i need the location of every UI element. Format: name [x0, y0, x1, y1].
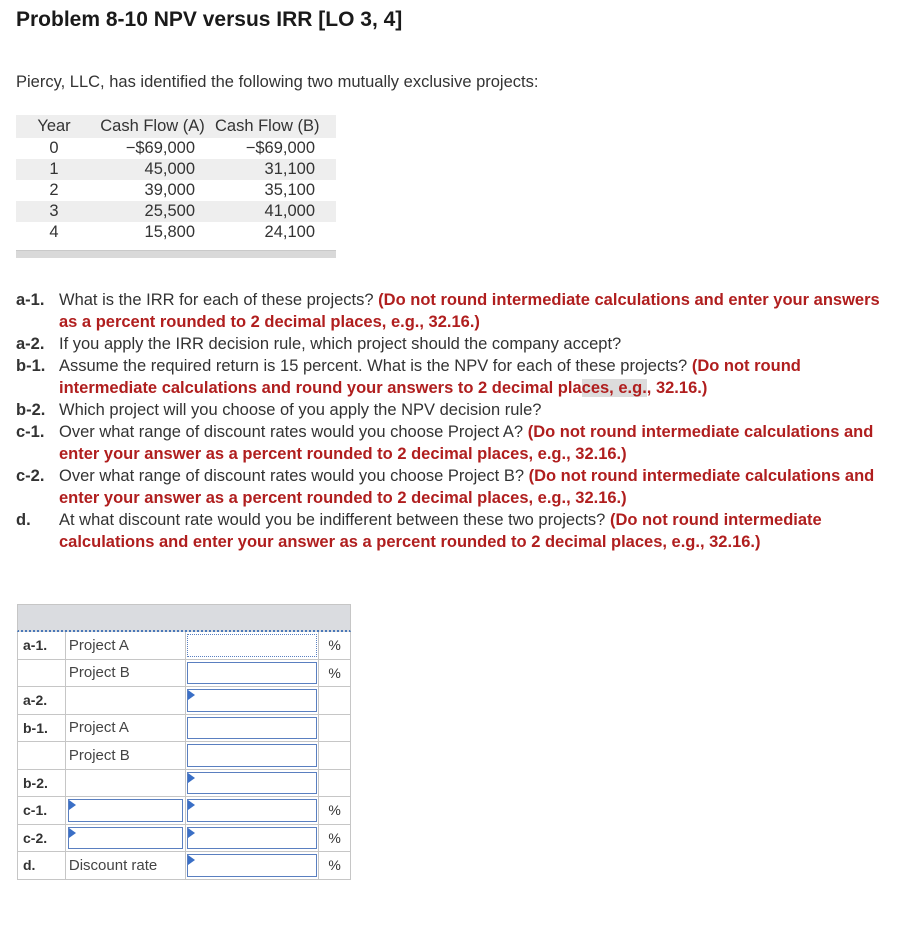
answer-desc: Project B — [65, 742, 185, 769]
range-a-input[interactable] — [187, 799, 318, 822]
percent-unit: % — [318, 797, 350, 824]
cash-flow-table — [16, 115, 336, 243]
answer-row-c1 — [17, 797, 351, 825]
cash-flow-b-cell: 31,100 — [264, 160, 315, 178]
header-year: Year — [37, 117, 71, 135]
unit-cell — [318, 770, 350, 797]
question-text: Assume the required return is 15 percent. What is the NPV for each of these projects? — [59, 357, 688, 375]
year-cell: 1 — [49, 160, 59, 178]
dropdown-arrow-icon — [188, 773, 195, 783]
cash-flow-b-cell: 35,100 — [264, 181, 315, 199]
cash-flow-a-cell: 39,000 — [144, 181, 195, 199]
intro-text: Piercy, LLC, has identified the following two mutually exclusive projects: — [16, 73, 539, 91]
answer-label: b-1. — [23, 719, 48, 736]
dropdown-arrow-icon — [69, 800, 76, 810]
irr-project-a-input[interactable] — [187, 634, 318, 657]
question-list — [16, 289, 896, 553]
question-label: a-1. — [16, 291, 45, 309]
question-text: At what discount rate would you be indifferent between these two projects? — [59, 511, 606, 529]
answer-label: d. — [23, 857, 36, 874]
answer-desc — [65, 770, 185, 797]
answer-desc: Project A — [65, 632, 185, 659]
answer-label: b-2. — [23, 774, 48, 791]
cash-flow-b-cell: 24,100 — [264, 223, 315, 241]
question-text: If you apply the IRR decision rule, which project should the company accept? — [59, 335, 622, 353]
question-label: a-2. — [16, 335, 45, 353]
dropdown-arrow-icon — [69, 828, 76, 838]
discount-rate-input[interactable] — [187, 854, 318, 877]
cash-flow-header — [16, 115, 336, 138]
percent-unit: % — [318, 632, 350, 659]
question-label: b-1. — [16, 357, 46, 375]
irr-decision-select[interactable] — [187, 689, 318, 712]
year-cell: 2 — [49, 181, 59, 199]
answer-label: c-1. — [23, 802, 48, 819]
question-a2 — [16, 333, 896, 355]
percent-unit: % — [318, 660, 350, 687]
question-label: c-1. — [16, 423, 45, 441]
cash-flow-row — [16, 159, 336, 180]
answer-row-a1-project-a — [17, 632, 351, 660]
dropdown-arrow-icon — [188, 690, 195, 700]
question-note: (Do not round intermediate calculations and enter your answer as a percent rounded to 2 decimal places, e.g., 32.16.) — [59, 467, 875, 507]
answer-row-b2 — [17, 770, 351, 798]
cash-flow-b-cell: −$69,000 — [245, 139, 315, 157]
question-note: (Do not round intermediate calculations and enter your answer as a percent rounded to 2 decimal places, e.g., 32.16.) — [59, 511, 822, 551]
answer-row-b1-project-a — [17, 715, 351, 743]
question-text: What is the IRR for each of these projects? — [59, 291, 374, 309]
question-b1 — [16, 355, 896, 399]
cash-flow-row — [16, 201, 336, 222]
answer-label — [18, 742, 65, 769]
cash-flow-a-cell: −$69,000 — [125, 139, 195, 157]
cash-flow-a-cell: 25,500 — [144, 202, 195, 220]
header-cash-flow-b: Cash Flow (B) — [215, 117, 320, 135]
highlighted-text: ces, e.g. — [581, 379, 647, 397]
range-b-input[interactable] — [187, 827, 318, 850]
question-text: Over what range of discount rates would you choose Project A? — [59, 423, 524, 441]
cash-flow-row — [16, 222, 336, 243]
cash-flow-a-cell: 45,000 — [144, 160, 195, 178]
answer-label: c-2. — [23, 829, 48, 846]
answer-label — [18, 660, 65, 687]
table-bottom-bar — [16, 250, 336, 258]
answer-label: a-2. — [23, 692, 48, 709]
answer-desc: Discount rate — [65, 852, 185, 879]
question-note: (Do not round intermediate calculations and enter your answer as a percent rounded to 2 decimal places, e.g., 32.16.) — [59, 423, 874, 463]
question-c1 — [16, 421, 896, 465]
answer-label: a-1. — [23, 637, 48, 654]
dropdown-arrow-icon — [188, 828, 195, 838]
unit-cell — [318, 687, 350, 714]
answer-table — [17, 604, 351, 880]
cash-flow-row — [16, 180, 336, 201]
answer-desc — [65, 687, 185, 714]
answer-row-a2 — [17, 687, 351, 715]
question-a1 — [16, 289, 896, 333]
irr-project-b-input[interactable] — [187, 662, 318, 685]
answer-row-b1-project-b — [17, 742, 351, 770]
year-cell: 3 — [49, 202, 59, 220]
question-note: (Do not round intermediate calculations and round your answers to 2 decimal places, e.g., 32.16.) — [59, 357, 801, 397]
question-d — [16, 509, 896, 553]
cash-flow-a-cell: 15,800 — [144, 223, 195, 241]
question-c2 — [16, 465, 896, 509]
year-cell: 4 — [49, 223, 59, 241]
question-label: c-2. — [16, 467, 45, 485]
answer-desc: Project A — [65, 715, 185, 742]
question-note: (Do not round intermediate calculations and enter your answers as a percent rounded to 2 decimal places, e.g., 32.16.) — [59, 291, 880, 331]
year-cell: 0 — [49, 139, 59, 157]
range-b-select[interactable] — [68, 827, 183, 850]
answer-row-c2 — [17, 825, 351, 853]
percent-unit: % — [318, 825, 350, 852]
unit-cell — [318, 742, 350, 769]
answer-row-d — [17, 852, 351, 880]
answer-row-a1-project-b — [17, 660, 351, 688]
cash-flow-b-cell: 41,000 — [264, 202, 315, 220]
npv-project-a-input[interactable] — [187, 717, 318, 740]
question-label: b-2. — [16, 401, 46, 419]
dropdown-arrow-icon — [188, 855, 195, 865]
unit-cell — [318, 715, 350, 742]
question-b2 — [16, 399, 896, 421]
answer-desc: Project B — [65, 660, 185, 687]
cash-flow-row — [16, 138, 336, 159]
npv-project-b-input[interactable] — [187, 744, 318, 767]
npv-decision-select[interactable] — [187, 772, 318, 795]
question-text: Over what range of discount rates would you choose Project B? — [59, 467, 525, 485]
range-a-select[interactable] — [68, 799, 183, 822]
header-cash-flow-a: Cash Flow (A) — [100, 117, 205, 135]
percent-unit: % — [318, 852, 350, 879]
answer-table-header — [17, 604, 351, 632]
question-label: d. — [16, 511, 31, 529]
question-text: Which project will you choose of you apply the NPV decision rule? — [59, 401, 542, 419]
page-title: Problem 8-10 NPV versus IRR [LO 3, 4] — [16, 8, 403, 31]
dropdown-arrow-icon — [188, 800, 195, 810]
